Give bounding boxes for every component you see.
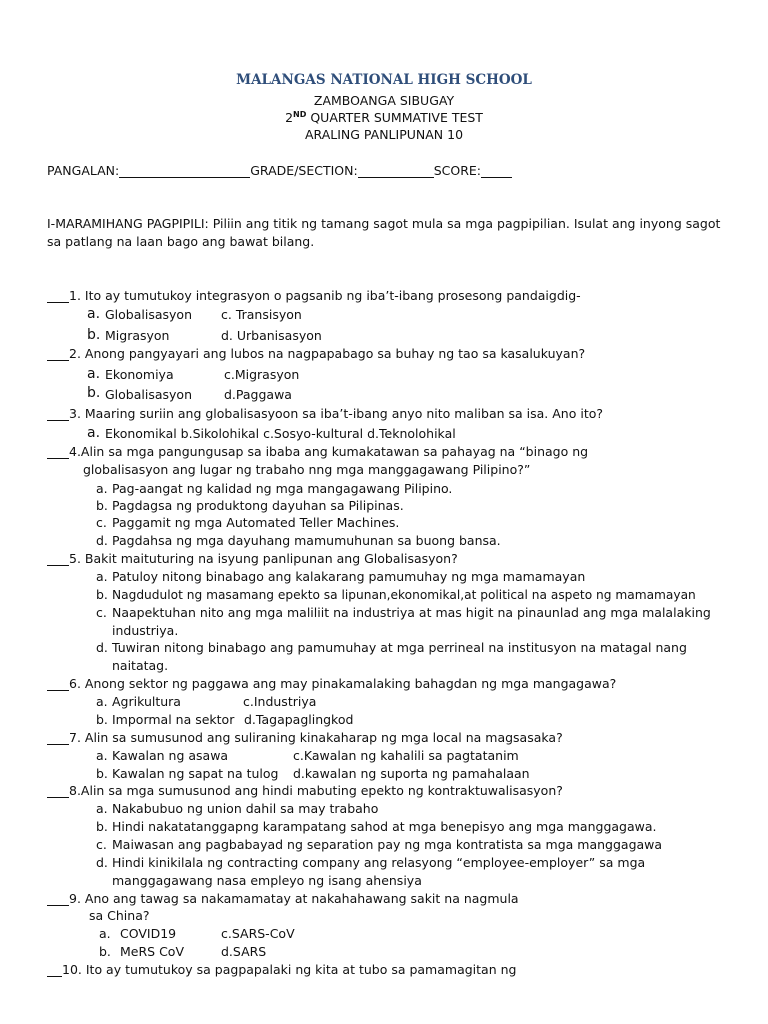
q7-option-a: Kawalan ng asawa — [112, 748, 229, 763]
instructions-line-2: sa patlang na laan bago ang bawat bilang. — [47, 234, 315, 249]
q5-option-c: Naapektuhan nito ang mga maliliit na industriya at mas higit na pinaunlad ang mga malalaking — [112, 605, 711, 620]
question-7 — [47, 732, 563, 745]
question-9-text: 9. Ano ang tawag sa nakamamatay at nakahahawang sakit na nagmula — [69, 891, 519, 906]
q9-letter-b: b. — [99, 944, 111, 959]
q1-option-a: Globalisasyon — [105, 307, 192, 322]
q2-option-b: Globalisasyon — [105, 387, 192, 402]
q6-letter-a: a. — [96, 694, 108, 709]
q3-letter-a: a. — [87, 425, 101, 441]
question-3-text: 3. Maaring suriin ang globalisasyoon sa iba’t-ibang anyo nito maliban sa isa. Ano ito? — [69, 406, 603, 421]
school-name: MALANGAS NATIONAL HIGH SCHOOL — [236, 72, 532, 88]
q5-letter-b: b. — [96, 587, 108, 602]
q6-option-b: Impormal na sektor — [112, 712, 235, 727]
q8-letter-c: c. — [96, 837, 107, 852]
answer-blank-8[interactable] — [47, 786, 69, 798]
q4-letter-d: d. — [96, 533, 108, 548]
q1-option-b: Migrasyon — [105, 328, 170, 343]
name-label: PANGALAN: — [47, 163, 120, 178]
q4-letter-a: a. — [96, 481, 108, 496]
q4-option-b: Pagdagsa ng produktong dayuhan sa Pilipinas. — [112, 498, 404, 513]
q2-option-a: Ekonomiya — [105, 367, 174, 382]
q3-options: Ekonomikal b.Sikolohikal c.Sosyo-kultural d.Teknolohikal — [105, 426, 456, 441]
q5-letter-d: d. — [96, 640, 108, 655]
answer-blank-6[interactable] — [47, 679, 69, 691]
q9-option-b: MeRS CoV — [120, 944, 184, 959]
question-6 — [47, 678, 616, 691]
q2-option-c: c.Migrasyon — [224, 367, 300, 382]
answer-blank-5[interactable] — [47, 554, 69, 566]
q6-letter-b: b. — [96, 712, 108, 727]
question-3 — [47, 408, 603, 421]
question-4-text-2: globalisasyon ang lugar ng trabaho nng mga manggagawang Pilipino?” — [83, 462, 531, 477]
q5-letter-c: c. — [96, 605, 107, 620]
q8-option-a: Nakabubuo ng union dahil sa may trabaho — [112, 801, 379, 816]
q6-option-d: d.Tagapaglingkod — [244, 712, 354, 727]
subject-name: ARALING PANLIPUNAN 10 — [304, 127, 464, 142]
score-blank[interactable] — [481, 166, 512, 178]
q2-letter-a: a. — [87, 366, 101, 382]
question-1 — [47, 290, 581, 303]
q8-option-d: Hindi kinikilala ng contracting company ang relasyong “employee-employer” sa mga — [112, 855, 646, 870]
question-5-text: 5. Bakit maituturing na isyung panlipunan ang Globalisasyon? — [69, 551, 458, 566]
student-info-line — [47, 165, 512, 178]
q7-letter-a: a. — [96, 748, 108, 763]
q1-option-d: d. Urbanisasyon — [221, 328, 322, 343]
q8-letter-a: a. — [96, 801, 108, 816]
question-2 — [47, 348, 585, 361]
question-5 — [47, 553, 458, 566]
q9-option-a: COVID19 — [120, 926, 177, 941]
question-4 — [47, 446, 588, 459]
q5-option-a: Patuloy nitong binabago ang kalakarang pamumuhay ng mga mamamayan — [112, 569, 586, 584]
grade-section-label: GRADE/SECTION: — [250, 163, 358, 178]
answer-blank-4[interactable] — [47, 447, 69, 459]
test-name: QUARTER SUMMATIVE TEST — [310, 110, 483, 125]
q4-letter-c: c. — [96, 515, 107, 530]
question-8 — [47, 785, 563, 798]
q8-option-c: Maiwasan ang pagbabayad ng separation pay ng mga kontratista sa mga manggagawa — [112, 837, 663, 852]
test-title — [0, 111, 768, 125]
q5-option-d-2: naitatag. — [112, 658, 169, 673]
q6-option-c: c.Industriya — [243, 694, 317, 709]
answer-blank-9[interactable] — [47, 894, 69, 906]
q4-option-a: Pag-aangat ng kalidad ng mga mangagawang Pilipino. — [112, 481, 453, 496]
q8-option-d-2: manggagawang nasa empleyo ng isang ahensiya — [112, 873, 422, 888]
answer-blank-2[interactable] — [47, 349, 69, 361]
question-8-text: 8.Alin sa mga sumusunod ang hindi mabuting epekto ng kontraktuwalisasyon? — [69, 783, 563, 798]
question-10-text: 10. Ito ay tumutukoy sa pagpapalaki ng kita at tubo sa pamamagitan ng — [62, 962, 517, 977]
q8-letter-d: d. — [96, 855, 108, 870]
q5-option-c-2: industriya. — [112, 623, 179, 638]
q7-option-c: c.Kawalan ng kahalili sa pagtatanim — [293, 748, 519, 763]
q8-option-b: Hindi nakatatanggapng karampatang sahod at mga benepisyo ang mga manggagawa. — [112, 819, 657, 834]
q7-option-b: Kawalan ng sapat na tulog — [112, 766, 279, 781]
answer-blank-1[interactable] — [47, 291, 69, 303]
quarter-suffix: ND — [293, 110, 307, 119]
name-blank[interactable] — [119, 166, 250, 178]
question-10 — [47, 964, 516, 977]
q1-option-c: c. Transisyon — [221, 307, 302, 322]
answer-blank-7[interactable] — [47, 733, 69, 745]
quarter-number: 2 — [285, 110, 294, 125]
q5-letter-a: a. — [96, 569, 108, 584]
q5-option-b: Nagdudulot ng masamang epekto sa lipunan,ekonomikal,at political na aspeto ng mamamayan — [112, 588, 696, 602]
q9-option-c: c.SARS-CoV — [221, 926, 295, 941]
q5-option-d: Tuwiran nitong binabago ang pamumuhay at mga perrineal na institusyon na matagal nang — [112, 640, 687, 655]
question-6-text: 6. Anong sektor ng paggawa ang may pinakamalaking bahagdan ng mga mangagawa? — [69, 676, 617, 691]
answer-blank-10[interactable] — [47, 965, 62, 977]
q6-option-a: Agrikultura — [112, 694, 181, 709]
question-2-text: 2. Anong pangyayari ang lubos na nagpapabago sa buhay ng tao sa kasalukuyan? — [69, 346, 586, 361]
question-1-text: 1. Ito ay tumutukoy integrasyon o pagsanib ng iba’t-ibang prosesong pandaigdig- — [69, 288, 581, 303]
instructions-line-1: I-MARAMIHANG PAGPIPILI: Piliin ang titik ng tamang sagot mula sa mga pagpipilian. Isulat ang inyong sagot — [47, 216, 721, 231]
question-4-text: 4.Alin sa mga pangungusap sa ibaba ang kumakatawan sa pahayag na “binago ng — [69, 444, 589, 459]
division-name: ZAMBOANGA SIBUGAY — [313, 93, 455, 108]
question-9-text-2: sa China? — [89, 908, 150, 923]
q1-letter-b: b. — [87, 327, 101, 343]
grade-section-blank[interactable] — [358, 166, 434, 178]
q7-letter-b: b. — [96, 766, 108, 781]
q4-option-d: Pagdahsa ng mga dayuhang mamumuhunan sa buong bansa. — [112, 533, 501, 548]
answer-blank-3[interactable] — [47, 409, 69, 421]
q7-option-d: d.kawalan ng suporta ng pamahalaan — [293, 766, 530, 781]
q9-option-d: d.SARS — [221, 944, 267, 959]
q4-letter-b: b. — [96, 498, 108, 513]
q1-letter-a: a. — [87, 306, 101, 322]
q8-letter-b: b. — [96, 819, 108, 834]
q2-letter-b: b. — [87, 385, 101, 401]
question-9 — [47, 893, 519, 906]
score-label: SCORE: — [433, 163, 481, 178]
question-7-text: 7. Alin sa sumusunod ang suliraning kinakaharap ng mga local na magsasaka? — [69, 730, 563, 745]
q9-letter-a: a. — [99, 926, 111, 941]
q2-option-d: d.Paggawa — [224, 387, 292, 402]
q4-option-c: Paggamit ng mga Automated Teller Machines. — [112, 515, 400, 530]
